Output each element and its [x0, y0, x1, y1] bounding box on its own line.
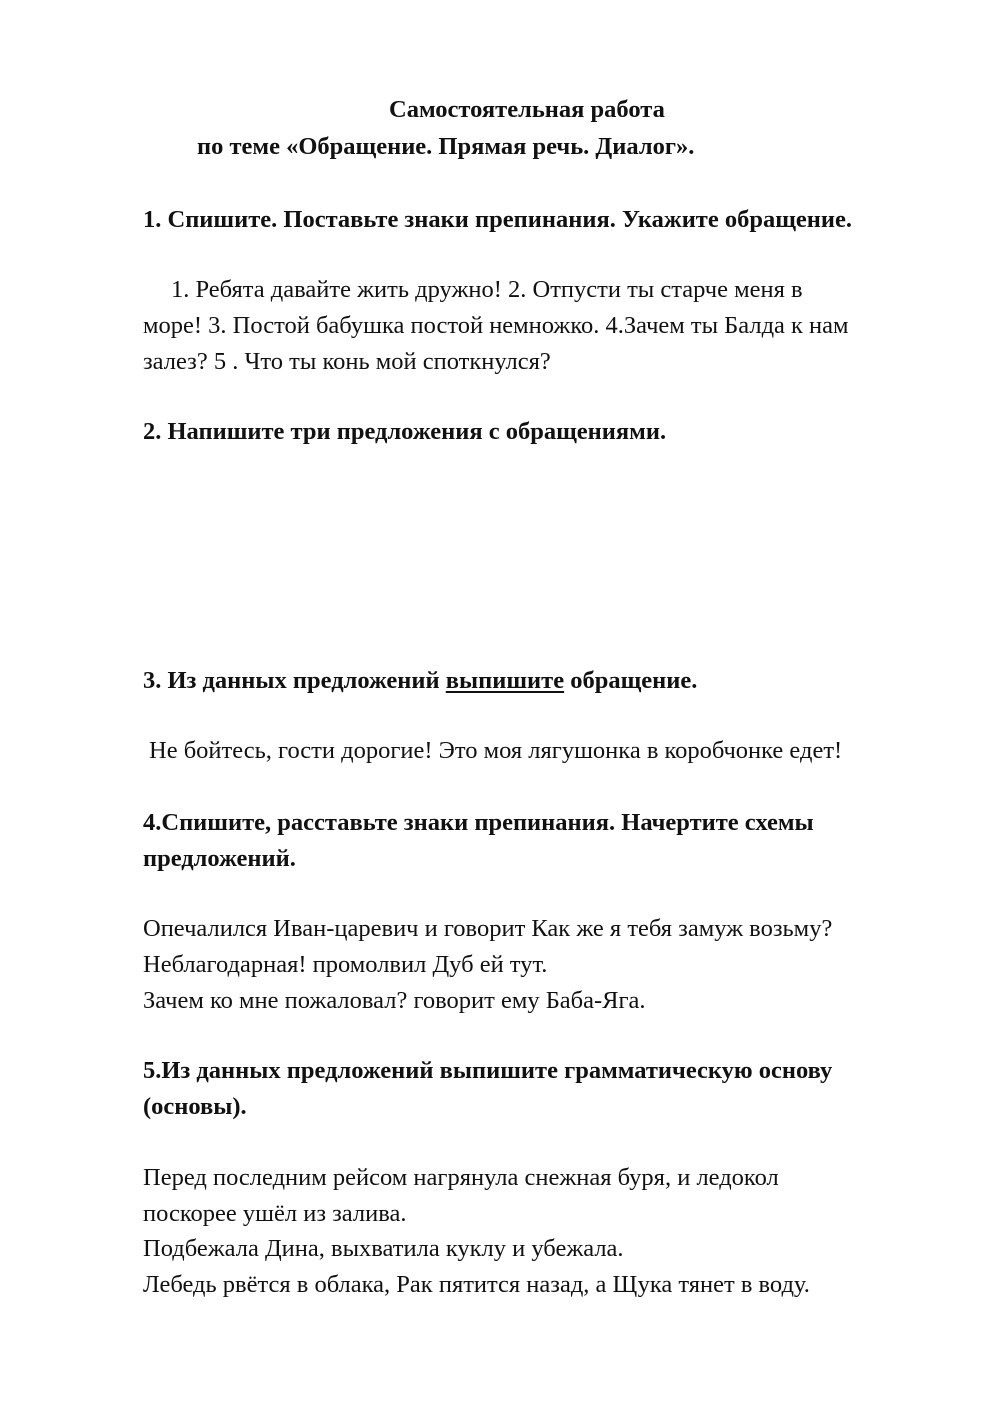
task1-line-3: залез? 5 . Что ты конь мой споткнулся?: [143, 348, 551, 375]
page-title-line-2: по теме «Обращение. Прямая речь. Диалог».: [197, 133, 695, 160]
task3-heading: [143, 666, 697, 696]
task5-heading-line-1: 5.Из данных предложений выпишите грамматическую основу: [143, 1057, 833, 1084]
page-title-line-1: Самостоятельная работа: [389, 96, 665, 123]
task3-heading-after: обращение.: [564, 667, 698, 694]
task4-line-3: Зачем ко мне пожаловал? говорит ему Баба-Яга.: [143, 987, 646, 1014]
task5-heading-line-2: (основы).: [143, 1093, 247, 1120]
task5-line-4: Лебедь рвётся в облака, Рак пятится назад, а Щука тянет в воду.: [143, 1271, 810, 1298]
task1-line-2: море! 3. Постой бабушка постой немножко. 4.Зачем ты Балда к нам: [143, 312, 849, 339]
task4-line-2: Неблагодарная! промолвил Дуб ей тут.: [143, 951, 548, 978]
task4-line-1: Опечалился Иван-царевич и говорит Как же я тебя замуж возьму?: [143, 915, 833, 942]
task2-heading: 2. Напишите три предложения с обращениями.: [143, 418, 667, 445]
task5-line-3: Подбежала Дина, выхватила куклу и убежала.: [143, 1235, 624, 1262]
task5-line-2: поскорее ушёл из залива.: [143, 1200, 407, 1227]
task1-line-1: 1. Ребята давайте жить дружно! 2. Отпусти ты старче меня в: [171, 276, 803, 303]
task1-heading: 1. Спишите. Поставьте знаки препинания. Укажите обращение.: [143, 206, 853, 233]
task3-text: Не бойтесь, гости дорогие! Это моя лягушонка в коробчонке едет!: [149, 737, 843, 764]
task4-heading-line-2: предложений.: [143, 845, 296, 872]
task4-heading-line-1: 4.Спишите, расставьте знаки препинания. Начертите схемы: [143, 809, 814, 836]
task5-line-1: Перед последним рейсом нагрянула снежная буря, и ледокол: [143, 1164, 779, 1191]
task3-heading-underlined: выпишите: [445, 667, 565, 694]
task3-heading-before: 3. Из данных предложений: [143, 667, 446, 694]
